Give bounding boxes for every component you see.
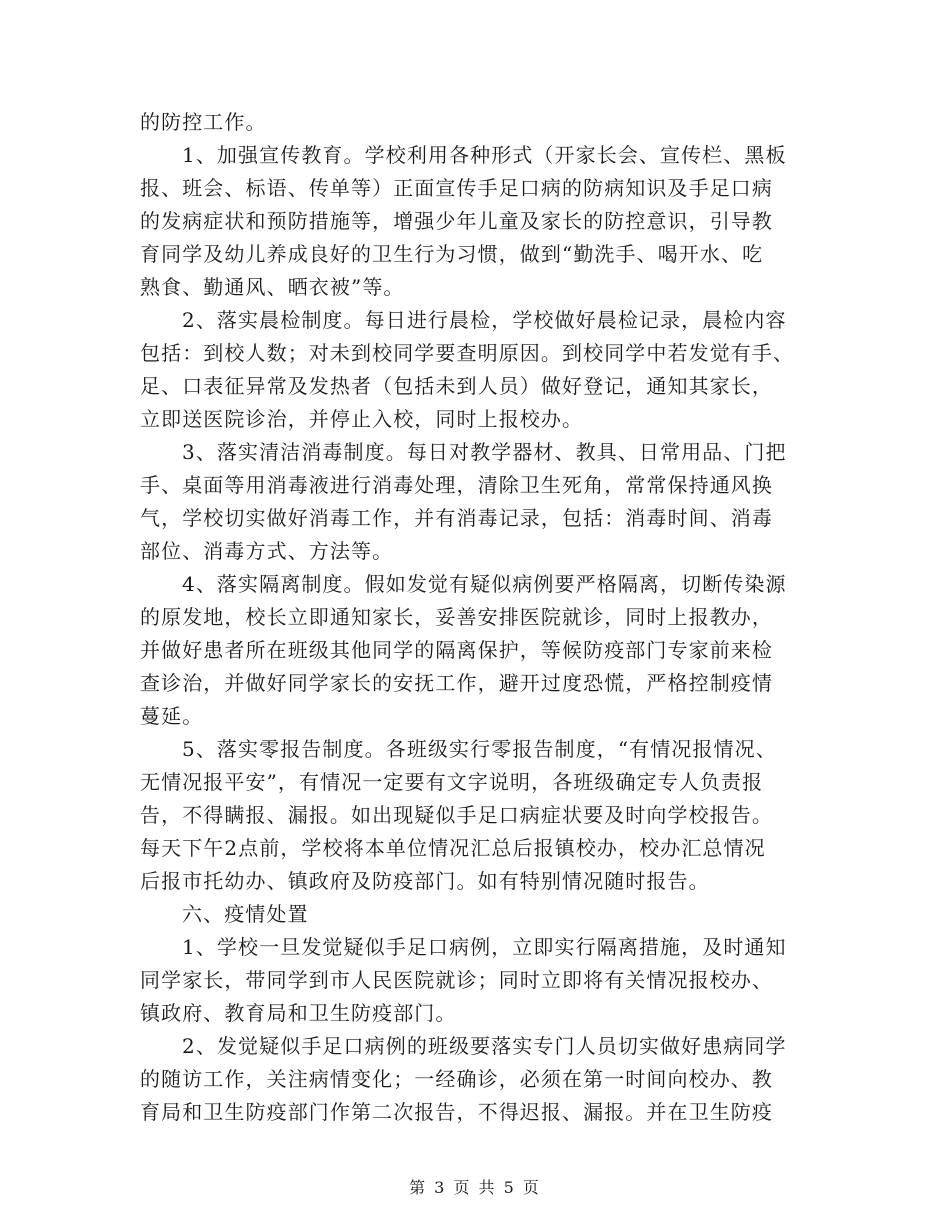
text-line: 立即送医院诊治，并停止入校，同时上报校办。 <box>140 407 584 431</box>
text-line: 育同学及幼儿养成良好的卫生行为习惯，做到“勤洗手、喝开水、吃 <box>140 242 764 266</box>
text-line: 蔓延。 <box>140 704 204 728</box>
text-line: 的发病症状和预防措施等，增强少年儿童及家长的防控意识，引导教 <box>140 209 773 233</box>
paragraph-start-line: 1、学校一旦发觉疑似手足口病例，立即实行隔离措施，及时通知 <box>182 935 787 959</box>
text-line: 镇政府、教育局和卫生防疫部门。 <box>140 1001 457 1025</box>
text-line: 气，学校切实做好消毒工作，并有消毒记录，包括：消毒时间、消毒 <box>140 506 773 530</box>
paragraph-start-line: 1、加强宣传教育。学校利用各种形式（开家长会、宣传栏、黑板 <box>182 143 787 167</box>
text-line: 无情况报平安”，有情况一定要有文字说明，各班级确定专人负责报 <box>140 770 764 794</box>
text-line: 育局和卫生防疫部门作第二次报告，不得迟报、漏报。并在卫生防疫 <box>140 1100 773 1124</box>
text-line: 每天下午2点前，学校将本单位情况汇总后报镇校办，校办汇总情况 <box>140 836 766 860</box>
paragraph-start-line: 5、落实零报告制度。各班级实行零报告制度，“有情况报情况、 <box>182 737 777 761</box>
text-line: 的随访工作，关注病情变化；一经确诊，必须在第一时间向校办、教 <box>140 1067 773 1091</box>
text-line: 的原发地，校长立即通知家长，妥善安排医院就诊，同时上报教办， <box>140 605 773 629</box>
section-heading: 六、疫情处置 <box>182 902 309 926</box>
paragraph-start-line: 2、落实晨检制度。每日进行晨检，学校做好晨检记录，晨检内容 <box>182 308 787 332</box>
text-line: 后报市托幼办、镇政府及防疫部门。如有特别情况随时报告。 <box>140 869 710 893</box>
text-line: 告，不得瞒报、漏报。如出现疑似手足口病症状要及时向学校报告。 <box>140 803 773 827</box>
text-line: 并做好患者所在班级其他同学的隔离保护，等候防疫部门专家前来检 <box>140 638 773 662</box>
text-line: 报、班会、标语、传单等）正面宣传手足口病的防病知识及手足口病 <box>140 176 773 200</box>
paragraph-start-line: 2、发觉疑似手足口病例的班级要落实专门人员切实做好患病同学 <box>182 1034 787 1058</box>
document-body <box>140 106 812 1129</box>
text-line: 手、桌面等用消毒液进行消毒处理，清除卫生死角，常常保持通风换 <box>140 473 773 497</box>
text-line: 熟食、勤通风、晒衣被”等。 <box>140 275 405 299</box>
paragraph-start-line: 3、落实清洁消毒制度。每日对教学器材、教具、日常用品、门把 <box>182 440 787 464</box>
text-line: 包括：到校人数；对未到校同学要查明原因。到校同学中若发觉有手、 <box>140 341 795 365</box>
text-line: 足、口表征异常及发热者（包括未到人员）做好登记，通知其家长， <box>140 374 773 398</box>
text-line: 部位、消毒方式、方法等。 <box>140 539 394 563</box>
paragraph-start-line: 4、落实隔离制度。假如发觉有疑似病例要严格隔离，切断传染源 <box>182 572 787 596</box>
page-number-footer: 第 3 页 共 5 页 <box>409 1178 541 1197</box>
text-line: 的防控工作。 <box>140 110 267 134</box>
text-line: 查诊治，并做好同学家长的安抚工作，避开过度恐慌，严格控制疫情 <box>140 671 773 695</box>
text-line: 同学家长，带同学到市人民医院就诊；同时立即将有关情况报校办、 <box>140 968 773 992</box>
